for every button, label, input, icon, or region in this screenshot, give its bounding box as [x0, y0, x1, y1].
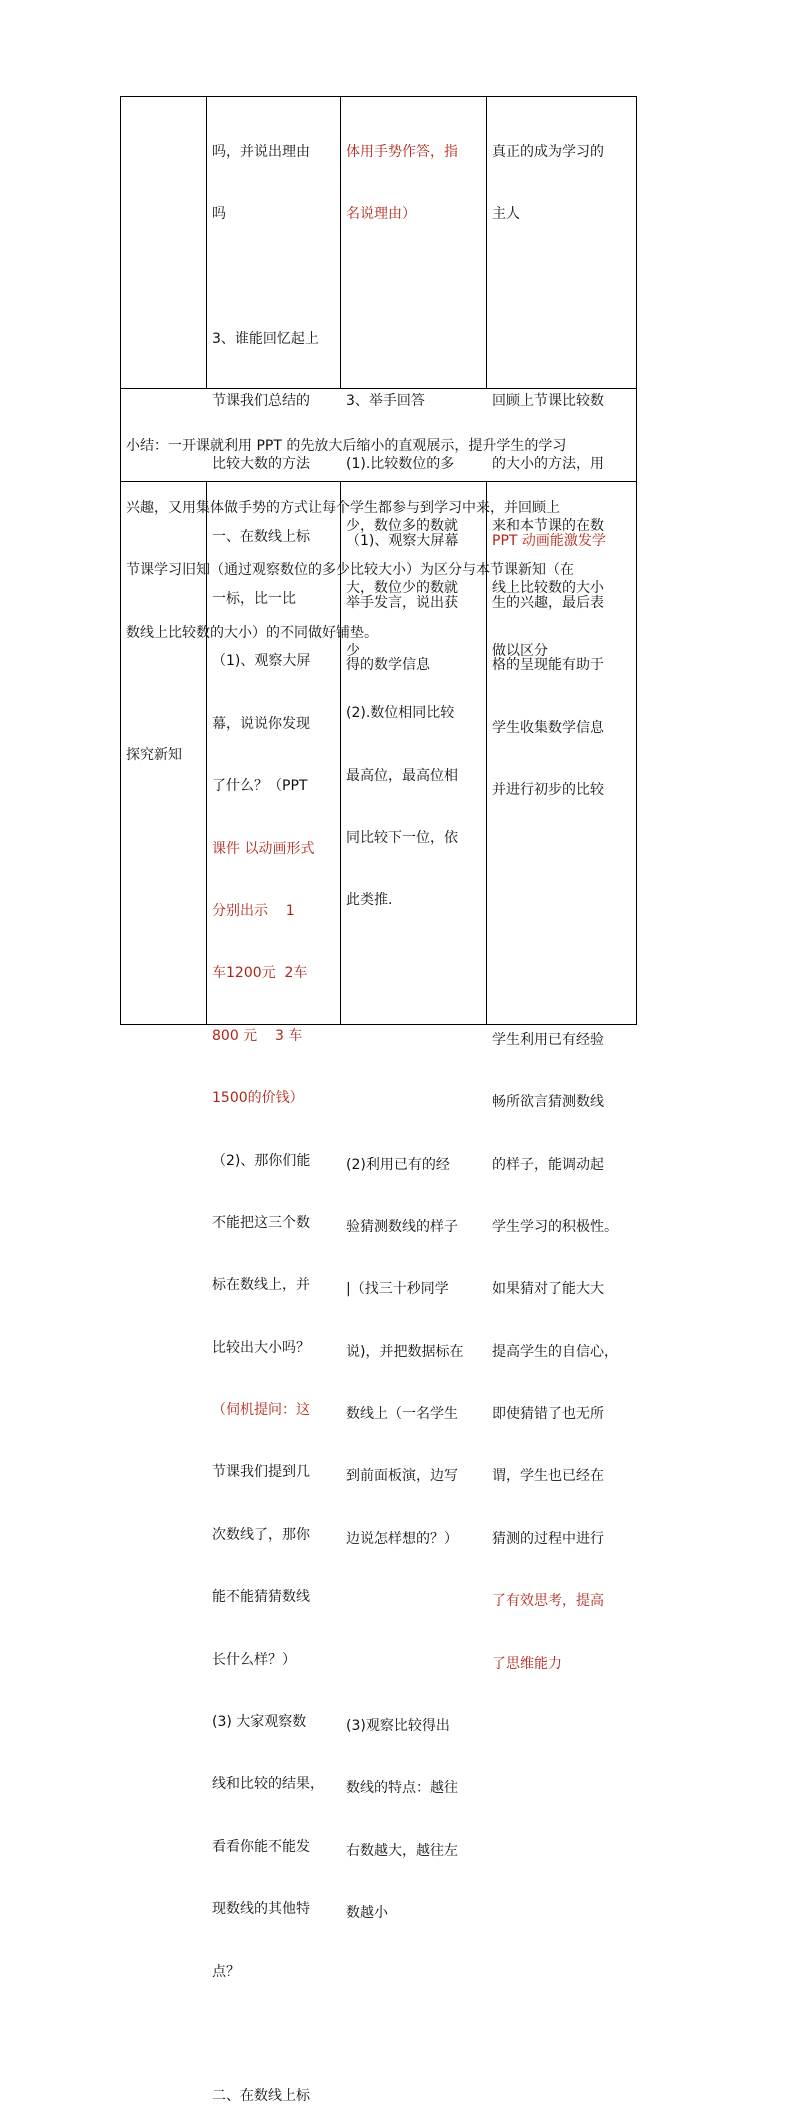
row3-intent-line: 的样子，能调动起	[492, 1156, 604, 1173]
row1-student-line: 3、举手回答	[346, 393, 425, 410]
row3-intent-line: 格的呈现能有助于	[492, 657, 604, 674]
row1-intent-line	[492, 266, 634, 287]
row3-intent-line: 畅所欲言猜测数线	[492, 1094, 604, 1111]
row3-activity-line: 800 元 3 车	[212, 1027, 303, 1044]
row3-student-line	[346, 967, 484, 988]
row3-intent-line: 并进行初步的比较	[492, 782, 604, 799]
row3-intent-cell	[492, 489, 634, 1695]
row3-student-line: (2)利用已有的经	[346, 1156, 450, 1173]
row3-activity-line: 了什么？（PPT	[212, 778, 308, 795]
row1-student-line: 大，数位少的数就	[346, 580, 458, 597]
row3-activity-line	[212, 2024, 340, 2045]
row3-activity-line: 1500的价钱）	[212, 1090, 304, 1107]
row1-activity-line: 吗	[212, 205, 226, 222]
row1-student-line	[346, 266, 484, 287]
row1-student-line: 少	[346, 642, 360, 659]
row1-student-line: 少，数位多的数就	[346, 517, 458, 534]
row3-activity-line: 一、在数线上标	[212, 528, 310, 545]
row1-student-line: 名说理由）	[346, 205, 416, 222]
summary-line: 数线上比较数的大小）的不同做好铺垫。	[126, 624, 378, 641]
row3-activity-line: 次数线了，那你	[212, 1526, 310, 1543]
row3-intent-line	[492, 843, 634, 864]
row3-student-line	[346, 843, 484, 864]
row1-activity-line: 3、谁能回忆起上	[212, 330, 319, 347]
row3-student-line	[346, 1591, 484, 1612]
row3-student-line	[346, 1030, 484, 1051]
table-right-border	[636, 96, 637, 1025]
row3-intent-line: 如果猜对了能大大	[492, 1281, 604, 1298]
row1-intent-line: 回顾上节课比较数	[492, 393, 604, 410]
row3-activity-line: 分别出示 1	[212, 902, 295, 919]
table-left-border	[120, 96, 121, 1025]
row3-student-line: 说)，并把数据标在	[346, 1343, 464, 1360]
row3-activity-line: 一标，比一比	[212, 590, 296, 607]
row1-activity-line: 节课我们总结的	[212, 393, 310, 410]
row3-activity-line: （2)、那你们能	[212, 1152, 311, 1169]
summary-line: 节课学习旧知（通过观察数位的多少比较大小）为区分与本节课新知（在	[126, 562, 574, 579]
row3-student-line: 验猜测数线的样子	[346, 1218, 458, 1235]
row3-intent-line: 提高学生的自信心，	[492, 1343, 618, 1360]
row3-student-line: （1)、观察大屏幕	[346, 532, 459, 549]
row3-activity-line: 幕，说说你发现	[212, 715, 310, 732]
row3-student-cell	[346, 489, 484, 1945]
row3-student-line: 得的数学信息	[346, 657, 430, 674]
row3-student-line: 举手发言，说出获	[346, 594, 458, 611]
row3-student-line: 数线上（一名学生	[346, 1406, 458, 1423]
row3-activity-line: 二、在数线上标	[212, 2088, 310, 2105]
row1-activity-line: 比较大数的方法	[212, 455, 310, 472]
row1-intent-line: 主人	[492, 205, 520, 222]
row3-activity-line: 课件 以动画形式	[212, 840, 315, 857]
row3-intent-line: 学生学习的积极性。	[492, 1218, 618, 1235]
row3-activity-line: 线和比较的结果，	[212, 1776, 324, 1793]
row3-activity-line: （伺机提问：这	[212, 1402, 310, 1419]
row1-student-line: 同比较下一位，依	[346, 829, 458, 846]
row1-activity-line: 吗，并说出理由	[212, 143, 310, 160]
row1-intent-line: 做以区分	[492, 642, 548, 659]
row1-intent-line: 的大小的方法，用	[492, 455, 604, 472]
row1-student-line: 体用手势作答，指	[346, 143, 458, 160]
row3-intent-line	[492, 967, 634, 988]
row3-student-line: 边说怎样想的？）	[346, 1530, 458, 1547]
row3-activity-line: 不能把这三个数	[212, 1214, 310, 1231]
row3-activity-line: (3) 大家观察数	[212, 1714, 307, 1731]
row3-intent-line: 了有效思考，提高	[492, 1593, 604, 1610]
row3-intent-line: 学生收集数学信息	[492, 719, 604, 736]
col-divider-3a	[486, 96, 487, 389]
row3-activity-line: 现数线的其他特	[212, 1901, 310, 1918]
row3-activity-cell	[212, 485, 340, 2128]
row3-student-line	[346, 905, 484, 926]
row3-activity-line: 车1200元 2车	[212, 965, 308, 982]
row3-intent-line: 了思维能力	[492, 1655, 562, 1672]
row3-student-line	[346, 718, 484, 739]
row3-student-line	[346, 780, 484, 801]
row1-student-line: 此类推.	[346, 892, 393, 909]
row3-student-line: 数线的特点：越往	[346, 1780, 458, 1797]
row1-student-line: (2).数位相同比较	[346, 705, 455, 722]
row3-activity-line: （1)、观察大屏	[212, 653, 311, 670]
row3-student-line	[346, 1654, 484, 1675]
row3-intent-line: 学生利用已有经验	[492, 1031, 604, 1048]
table-top-border	[120, 96, 637, 97]
row3-intent-line: 猜测的过程中进行	[492, 1530, 604, 1547]
row3-intent-line	[492, 905, 634, 926]
row3-activity-line: 能不能猜猜数线	[212, 1589, 310, 1606]
row3-activity-line: 看看你能不能发	[212, 1838, 310, 1855]
row3-student-line: 数越小	[346, 1905, 388, 1922]
row3-intent-line: 即使猜错了也无所	[492, 1406, 604, 1423]
col-divider-2a	[340, 96, 341, 389]
row3-student-line: 右数越大，越往左	[346, 1842, 458, 1859]
row3-intent-line: PPT 动画能激发学	[492, 532, 606, 549]
row1-student-line: 最高位，最高位相	[346, 767, 458, 784]
row3-activity-line: 节课我们提到几	[212, 1464, 310, 1481]
row1-intent-line: 来和本节课的在数	[492, 517, 604, 534]
row1-student-line	[346, 329, 484, 350]
row1-intent-line: 真正的成为学习的	[492, 143, 604, 160]
row1-intent-line: 线上比较数的大小	[492, 580, 604, 597]
row3-student-line	[346, 1092, 484, 1113]
row1-intent-line	[492, 329, 634, 350]
row3-student-line: 到前面板演，边写	[346, 1468, 458, 1485]
section-label: 探究新知	[126, 747, 182, 763]
row3-activity-line: 标在数线上，并	[212, 1277, 310, 1294]
row3-activity-line: 长什么样？）	[212, 1651, 296, 1668]
row3-intent-line: 生的兴趣，最后表	[492, 594, 604, 611]
col-divider-1a	[206, 96, 207, 389]
row3-intent-line: 谓，学生也已经在	[492, 1468, 604, 1485]
summary-line: 兴趣，又用集体做手势的方式让每个学生都参与到学习中来，并回顾上	[126, 499, 560, 516]
summary-line: 小结：一开课就利用 PPT 的先放大后缩小的直观展示，提升学生的学习	[126, 437, 567, 454]
row1-student-line: (1).比较数位的多	[346, 455, 455, 472]
row3-student-line: |（找三十秒同学	[346, 1281, 449, 1298]
row3-student-line: (3)观察比较得出	[346, 1718, 450, 1735]
row3-activity-line: 点？	[212, 1963, 240, 1980]
row3-activity-line: 比较出大小吗？	[212, 1339, 310, 1356]
row1-activity-line	[212, 266, 340, 287]
